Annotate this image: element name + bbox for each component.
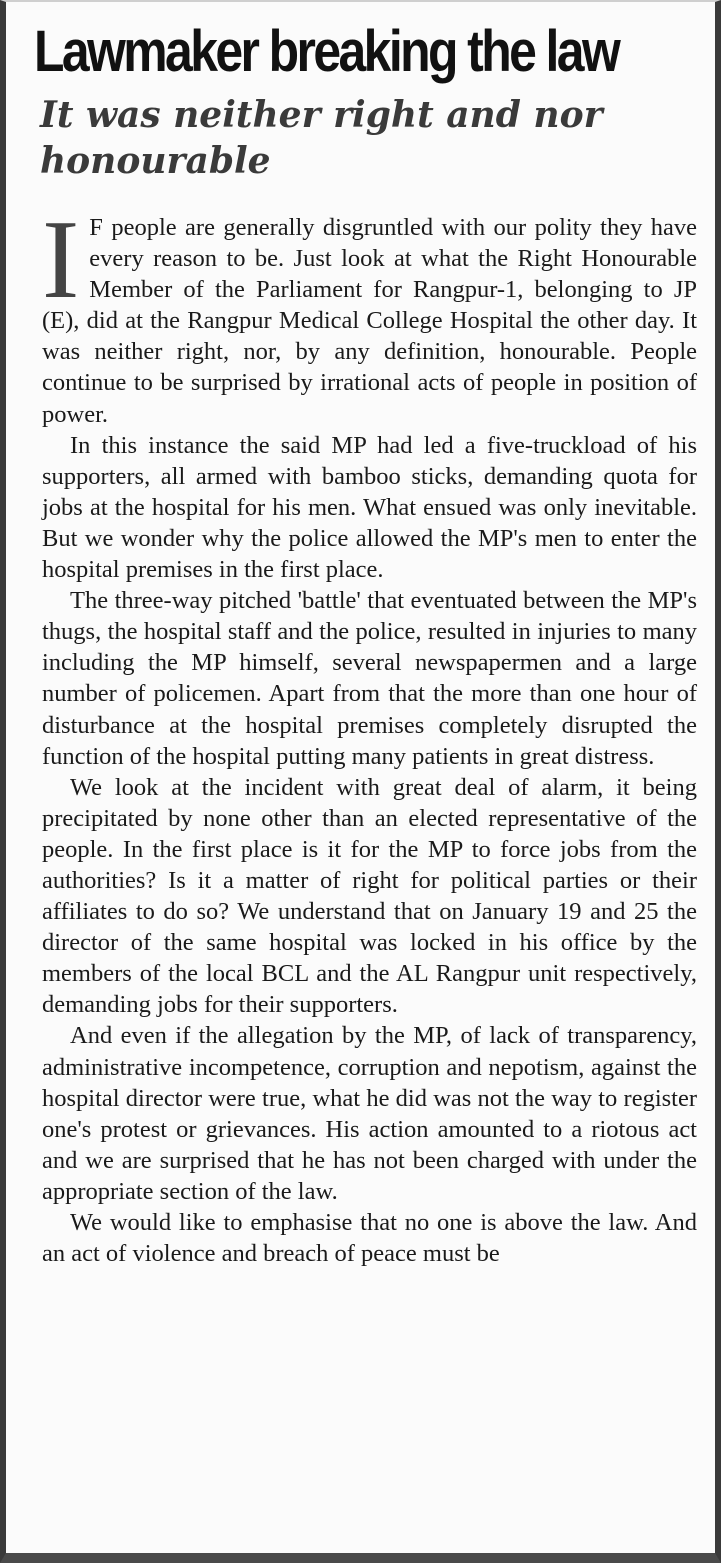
article-paragraph-2: In this instance the said MP had led a five-truckload of his supporters, all armed with bamboo sticks, demanding quota for jobs at the hospital for his men. What ensued was only inevitable. But we wonder why the police allowed the MP's men to enter the hospital premises in the first place. [42,431,697,584]
article-paragraph-1 [42,198,697,430]
article-paragraph-4: We look at the incident with great deal of alarm, it being precipitated by none other than an elected representative of the people. In the first place is it for the MP to force jobs from the authorities? Is it a matter of right for political parties or their affiliates to do so? We understand that on January 19 and 25 the director of the same hospital was locked in his office by the members of the local BCL and the AL Rangpur unit respectively, demanding jobs for their supporters. [42,773,697,1019]
article-paragraph-6: We would like to emphasise that no one is above the law. And an act of violence and breach of peace must be [42,1209,697,1268]
drop-cap: I [42,198,80,322]
subheadline: It was neither right and nor honourable [40,94,603,182]
article-paragraph-5: And even if the allegation by the MP, of lack of transparency, administrative incompetence, corruption and nepotism, against the hospital director were true, what he did was not the way to register one's protest or grievances. His action amounted to a riotous act and we are surprised that he has not been charged with under the appropriate section of the law. [42,1022,697,1205]
article-body [42,198,697,1269]
headline: Lawmaker breaking the law [34,19,619,84]
paragraph-1-text: F people are generally disgruntled with our polity they have every reason to be. Just look at what the Right Honourable Member of the Parliament for Rangpur-1, belonging to JP (E), did at the Rangpur Medical College Hospital the other day. It was neither right, nor, by any definition, honourable. People continue to be surprised by irrational acts of people in position of power. [42,214,697,428]
article-paragraph-3: The three-way pitched 'battle' that eventuated between the MP's thugs, the hospital staff and the police, resulted in injuries to many including the MP himself, several newspapermen and a large number of policemen. Apart from that the more than one hour of disturbance at the hospital premises completely disrupted the function of the hospital putting many patients in great distress. [42,587,697,770]
